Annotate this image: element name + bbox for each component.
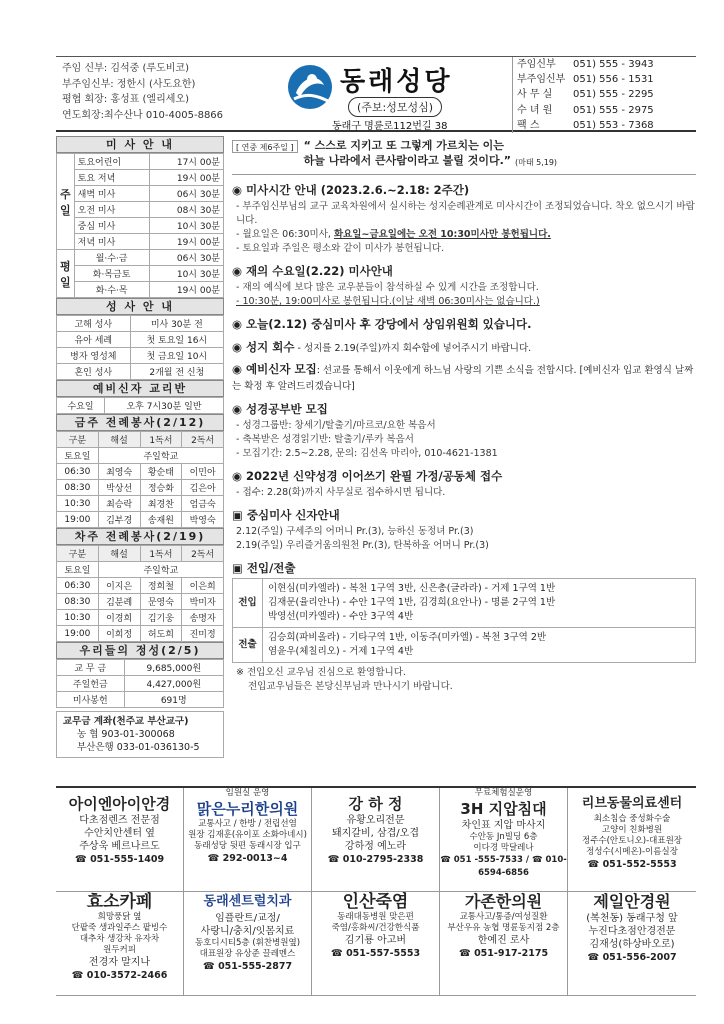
offering-value: 9,685,000원: [124, 660, 223, 676]
notice-title: ◉ 성경공부반 모집: [232, 402, 328, 416]
ad-phone: ☎ 010-3572-2466: [71, 970, 168, 981]
duty-cell: 박영숙: [182, 512, 224, 528]
duty-cell: 08:30: [57, 594, 99, 610]
ad-line: 차인표 지압 마사지: [461, 820, 546, 831]
account-box: [56, 711, 224, 758]
ad-name: 동래센트럴치과: [203, 894, 292, 909]
table-row: [57, 464, 224, 480]
notice-line: [232, 362, 696, 394]
ad-line: 임플란트/교정/: [215, 913, 280, 924]
contact-row: [517, 57, 696, 72]
ad-phone: ☎ 051-557-5553: [330, 948, 421, 959]
ad-phone: ☎ 292-0013~4: [207, 853, 288, 864]
ad-line: 희망풍닭 옆: [97, 912, 142, 922]
offering-key: 미사봉헌: [57, 692, 125, 708]
ad-name: 인산죽염: [342, 892, 409, 912]
mass-time: 10시 30분: [149, 218, 223, 234]
ad-line: 돼지갈비, 삼겹/오겹: [331, 828, 419, 839]
bulletin-header: [56, 56, 696, 132]
ad-name: 맑은누리한의원: [196, 800, 299, 818]
table-row: [57, 348, 224, 364]
table-row: [57, 170, 224, 186]
mass-time: 06시 30분: [149, 250, 223, 266]
mass-name: 화·목금토: [74, 266, 149, 282]
ad-line: 부산우유 농협 명륜동지점 2층: [447, 923, 560, 933]
ad-line: 수안동 Jn빌딩 6층: [469, 832, 538, 842]
duty-cell: 이희정: [98, 626, 140, 642]
duty-cell: 문영숙: [140, 594, 182, 610]
ad-line: 사랑니/충치/잇몸치료: [200, 926, 295, 937]
clergy-line: 연도회장:최수산나 010-4005-8866: [62, 109, 224, 121]
ad-line: 동호디시티5층 (휘찬병원옆): [194, 938, 301, 948]
mass-time: 19시 00분: [149, 234, 223, 250]
ad-card: [184, 892, 312, 996]
table-row: [57, 234, 224, 250]
notice-text: - 성지를 2.19(주일)까지 회수함에 넣어주시기 바랍니다.: [294, 343, 532, 354]
table-row: [57, 316, 224, 332]
notice-ash-wednesday: [232, 263, 696, 309]
ad-phone: ☎ 051-556-2007: [587, 952, 677, 963]
ad-name: 리브동물의료센터: [581, 796, 683, 811]
catechism-table: [56, 397, 224, 414]
table-row: [57, 250, 224, 266]
notice-bible-writing: [232, 468, 696, 500]
mass-time: 17시 00분: [149, 154, 223, 170]
mass-time: 19시 00분: [149, 282, 223, 298]
table-row: [57, 218, 224, 234]
column-header: 구분: [57, 546, 99, 562]
column-header: 구분: [57, 432, 99, 448]
contact-row: [517, 103, 696, 118]
table-row: [57, 480, 224, 496]
notice-title: ◉ 예비신자 모집: [232, 362, 317, 376]
notice-title: ◉ 미사시간 안내 (2023.2.6.~2.18: 2주간): [232, 183, 470, 197]
duty-cell: 06:30: [57, 578, 99, 594]
table-row: [57, 154, 224, 170]
catechism-title: 예비신자 교리반: [56, 380, 224, 397]
notice-line: [232, 295, 696, 309]
ad-line: 정성수(시메온)-이름실장: [586, 847, 678, 857]
ad-card: [56, 892, 184, 996]
table-row: [57, 610, 224, 626]
ad-line: 김재성(하상바오로): [589, 939, 675, 950]
ad-line: 전경자 말지나: [88, 957, 151, 968]
table-row: [57, 578, 224, 594]
mass-time: 08시 30분: [149, 202, 223, 218]
ad-card: [440, 788, 568, 892]
quote-line: 하늘 나라에서 큰사람이라고 불릴 것이다.”: [303, 154, 511, 167]
transfer-line: 이현심(미카엘라) - 복천 1구역 3반, 신은총(글라라) - 거제 1구역 1반: [268, 583, 556, 594]
ad-line: 원두커피: [103, 945, 136, 955]
ad-line: 유황오리전문: [346, 815, 405, 826]
duty-cell: 황순태: [140, 464, 182, 480]
ad-line: 김기룡 아고버: [344, 935, 407, 946]
mass-name: 새벽 미사: [74, 186, 149, 202]
offering-title: 우리들의 정성(2/5): [56, 642, 224, 659]
column-header: 2독서: [182, 432, 224, 448]
notice-committee: [232, 316, 696, 332]
notice-line: 2.12(주일) 구세주의 어머니 Pr.(3), 능하신 동정녀 Pr.(3): [236, 526, 474, 537]
table-row: [233, 628, 696, 663]
ad-line: 강하정 예노라: [344, 841, 407, 852]
duty-cell: 10:30: [57, 496, 99, 512]
clergy-line: 부주임신부: 정한시 (사도요한): [62, 78, 196, 90]
transfer-table: [232, 578, 696, 663]
table-row: [57, 496, 224, 512]
duty-cell: 최영숙: [98, 464, 140, 480]
mass-title: 미 사 안 내: [56, 136, 224, 153]
account-title: 교무금 계좌(천주교 부산교구): [63, 716, 189, 727]
ad-phone: ☎ 051-555-2877: [202, 961, 293, 972]
notice-line: - 성경그룹반: 창세기/탈출기/마르코/요한 복음서: [236, 420, 436, 431]
notice-line: - 토요일과 주일은 평소와 같이 미사가 봉헌됩니다.: [236, 243, 445, 254]
mass-table: [56, 153, 224, 298]
notice-text: : 선교를 통해서 이웃에게 하느님 사랑의 기쁜 소식을 전합시다. [예비신자 입교 환영식 날짜는 확정 후 알려드리겠습니다]: [232, 365, 694, 392]
table-row: [57, 266, 224, 282]
table-row: [57, 448, 224, 464]
account-line: 부산은행 033-01-036130-5: [77, 742, 200, 753]
sacrament-time: 첫 토요일 16시: [130, 332, 223, 348]
table-row: [57, 332, 224, 348]
ad-phone: ☎ 051 -555-7533 / ☎ 010-6594-6856: [440, 855, 567, 878]
ad-line: 정주수(안토니오)-대표원장: [581, 836, 683, 846]
ads-section: [56, 786, 696, 996]
ad-line: 누진다초점안경전문: [588, 926, 676, 937]
account-line: 농 협 903-01-300068: [77, 729, 175, 740]
duty-cell: 송재원: [140, 512, 182, 528]
mass-name: 중심 미사: [74, 218, 149, 234]
ad-card: [56, 788, 184, 892]
duty-cell: 이지은: [98, 578, 140, 594]
mass-time: 19시 00분: [149, 170, 223, 186]
table-row: [57, 692, 224, 708]
contact-key: 수 녀 원: [517, 104, 553, 116]
duty2-table: [56, 545, 224, 642]
ad-phone: ☎ 010-2795-2338: [327, 854, 424, 865]
duty-cell: 김기웅: [140, 610, 182, 626]
duty-cell: 이민아: [182, 464, 224, 480]
ad-line: 교통사고/통증/여성질환: [459, 912, 548, 922]
transfer-out-list: [263, 628, 696, 663]
bulletin-page: [56, 56, 696, 996]
sunday-label: 주 일: [57, 154, 75, 250]
notice-transfer: [232, 560, 696, 694]
duty-cell: 박상선: [98, 480, 140, 496]
quote-reference: (마태 5,19): [514, 158, 558, 167]
duty-cell: 토요일: [57, 562, 99, 578]
notice-line: - 재의 예식에 보다 많은 교우분들이 참석하실 수 있게 시간을 조정합니다.: [236, 282, 539, 293]
ad-line: 죽염/홍화씨/건강한식품: [331, 923, 420, 933]
mass-name: 월·수·금: [74, 250, 149, 266]
ad-card: [184, 788, 312, 892]
duty1-title: 금주 전례봉사(2/12): [56, 414, 224, 431]
ad-name: 강 하 정: [348, 795, 403, 813]
offering-key: 교 무 금: [57, 660, 125, 676]
clergy-info: [62, 61, 223, 123]
parish-address: 동래구 명륜로112번길 38: [332, 121, 448, 132]
ad-name: 제일안경원: [593, 892, 671, 911]
duty-cell: 정희철: [140, 578, 182, 594]
notice-title: ◉ 재의 수요일(2.22) 미사안내: [232, 264, 393, 278]
sacrament-time: 미사 30분 전: [130, 316, 223, 332]
table-row: [57, 398, 224, 414]
notice-highlight: - 10:30분, 19:00미사로 봉헌됩니다.: [236, 296, 392, 307]
transfer-line: 염윤우(체칠리오) - 거제 1구역 4반: [268, 646, 414, 657]
notice-line: 2.19(주일) 우리즐거움의원천 Pr.(3), 탄복하올 어머니 Pr.(3): [236, 540, 489, 551]
parish-subtitle: (주보:성모성심): [348, 97, 442, 117]
liturgy-tag: [ 연중 제6주일 ]: [232, 140, 298, 153]
notice-mass-time: [232, 182, 696, 256]
ad-card: [440, 892, 568, 996]
ad-name: 가존한의원: [464, 892, 543, 911]
mass-name: 저녁 미사: [74, 234, 149, 250]
notice-highlight: (이날 새벽 06:30미사는 없습니다.): [391, 296, 540, 307]
ad-line: 단팥죽 생과일주스 팥빙수: [71, 923, 168, 933]
transfer-in-list: [263, 579, 696, 628]
duty-cell: 이경희: [98, 610, 140, 626]
notice-line: [232, 228, 696, 242]
contact-value: 051) 555 - 3943: [573, 59, 654, 70]
contact-value: 051) 556 - 1531: [573, 74, 654, 86]
contact-row: [517, 87, 696, 102]
notice-catechumen: [232, 362, 696, 394]
notice-bible-study: [232, 401, 696, 461]
duty-cell: 주일학교: [98, 562, 223, 578]
transfer-line: 김승희(파비올라) - 기타구역 1반, 이동주(미카엘) - 복천 3구역 2반: [268, 632, 547, 643]
contact-value: 051) 553 - 7368: [573, 119, 654, 131]
sacrament-time: 첫 금요일 10시: [130, 348, 223, 364]
duty-cell: 최경찬: [140, 496, 182, 512]
table-row: [57, 594, 224, 610]
notice-line: - 모집기간: 2.5~2.28, 문의: 김선옥 마리아, 010-4621-1381: [236, 448, 498, 459]
ad-phone: ☎ 051-552-5553: [587, 859, 677, 870]
column-header: 1독서: [140, 432, 182, 448]
sacrament-title: 성 사 안 내: [56, 298, 224, 315]
catechism-day: 수요일: [57, 398, 105, 414]
duty-cell: 송명자: [182, 610, 224, 626]
notice-line: - 부주임신부님의 교구 교육차원에서 실시하는 성지순례관계로 미사시간이 조정되었습니다. 착오 없으시기 바랍니다.: [236, 201, 695, 226]
transfer-footnote: 전입교우님들은 본당신부님과 만나시기 바랍니다.: [248, 681, 453, 692]
table-row: [57, 186, 224, 202]
duty-cell: 10:30: [57, 610, 99, 626]
ad-name: 효소카페: [86, 892, 153, 912]
notice-title: ▣ 중심미사 신자안내: [232, 508, 340, 522]
ad-card: [312, 892, 440, 996]
duty-cell: 06:30: [57, 464, 99, 480]
table-row: [57, 562, 224, 578]
sacrament-name: 유아 세례: [57, 332, 131, 348]
notice-palm-return: [232, 339, 696, 355]
ad-line: 대추차 생강차 유자차: [79, 934, 160, 944]
table-row: [57, 676, 224, 692]
duty-cell: 진미정: [182, 626, 224, 642]
ad-line: 수안치안센터 옆: [84, 828, 155, 839]
notice-title: ◉ 성지 회수: [232, 340, 295, 354]
notice-line: - 접수: 2.28(화)까지 사무실로 접수하시면 됩니다.: [236, 487, 446, 498]
duty-cell: 정승화: [140, 480, 182, 496]
table-row: [57, 282, 224, 298]
quote-line: “ 스스로 지키고 또 그렇게 가르치는 이는: [303, 139, 504, 152]
notice-highlight: 화요일~금요일에는 오전 10:30미사만 봉헌됩니다.: [333, 229, 551, 240]
sacrament-name: 혼인 성사: [57, 364, 131, 380]
contact-key: 부주임신부: [517, 74, 566, 86]
transfer-in-label: 전입: [233, 579, 263, 628]
catechism-time: 오후 7시30분 일반: [104, 398, 223, 414]
left-column: [56, 136, 224, 758]
table-row: [57, 626, 224, 642]
duty-cell: 김부경: [98, 512, 140, 528]
mass-name: 화·수·목: [74, 282, 149, 298]
table-row: [57, 660, 224, 676]
ad-phone: ☎ 051-555-1409: [74, 854, 165, 865]
column-header: 2독서: [182, 546, 224, 562]
right-column: [232, 136, 696, 694]
notice-title: ◉ 오늘(2.12) 중심미사 후 강당에서 상임위원회 있습니다.: [232, 317, 532, 331]
transfer-out-label: 전출: [233, 628, 263, 663]
offering-value: 4,427,000원: [124, 676, 223, 692]
clergy-line: 주임 신부: 김석중 (루도비코): [62, 63, 189, 74]
weekday-label: 평 일: [57, 250, 75, 298]
notice-title: ◉ 2022년 신약성경 이어쓰기 완필 가정/공동체 접수: [232, 469, 503, 483]
parish-logo-icon: [286, 63, 334, 111]
column-header: 1독서: [140, 546, 182, 562]
ad-name: 3H 지압침대: [460, 800, 547, 818]
duty-cell: 김분례: [98, 594, 140, 610]
ad-top: 무료체험실운영: [474, 788, 533, 798]
contact-value: 051) 555 - 2295: [573, 89, 654, 101]
duty-cell: 이은희: [182, 578, 224, 594]
ad-card: [568, 788, 696, 892]
contact-list: [512, 57, 696, 133]
table-row: [57, 512, 224, 528]
clergy-line: 평협 회장: 홍성표 (엘리세오): [62, 94, 189, 105]
mass-time: 06시 30분: [149, 186, 223, 202]
ad-line: 이다경 막달레나: [473, 843, 534, 853]
duty1-table: [56, 431, 224, 528]
contact-value: 051) 555 - 2975: [573, 104, 654, 116]
sacrament-name: 고해 성사: [57, 316, 131, 332]
ad-name: 아이엔아이안경: [68, 795, 171, 813]
column-header: 해설: [98, 546, 140, 562]
gospel-quote: [232, 136, 696, 175]
mass-name: 토요어린이: [74, 154, 149, 170]
mass-time: 10시 30분: [149, 266, 223, 282]
mass-name: 토요 저녁: [74, 170, 149, 186]
sacrament-table: [56, 315, 224, 380]
ad-line: 동래대동병원 맞은편: [337, 912, 414, 922]
duty-cell: 허도희: [140, 626, 182, 642]
transfer-line: 박영선(미카엘라) - 수안 3구역 4반: [268, 611, 414, 622]
duty-cell: 19:00: [57, 626, 99, 642]
table-header: [57, 546, 224, 562]
ad-card: [312, 788, 440, 892]
transfer-footnote: ※ 전입오신 교우님 진심으로 환영합니다.: [236, 667, 406, 678]
ad-line: 원장 김재훈(유이포 소화아네시): [188, 830, 307, 840]
duty-cell: 최승락: [98, 496, 140, 512]
table-row: [57, 202, 224, 218]
transfer-line: 김재문(율리안나) - 수안 1구역 1반, 김경희(요안나) - 명륜 2구역 1반: [268, 597, 556, 608]
notice-mass-guide: [232, 507, 696, 553]
duty-cell: 김은아: [182, 480, 224, 496]
notice-text: - 월요일은 06:30미사,: [236, 229, 334, 240]
quote-text: [304, 138, 511, 168]
contact-row: [517, 118, 696, 133]
ad-line: 다초점렌즈 전문점: [79, 815, 160, 826]
ad-line: 한예진 로사: [477, 935, 530, 946]
ad-line: 주상욱 베르나르도: [79, 841, 160, 852]
ad-line: 대표원장 유상준 끌레멘스: [199, 949, 296, 959]
contact-key: 팩 스: [517, 119, 540, 131]
ad-card: [568, 892, 696, 996]
sacrament-time: 2개월 전 신청: [130, 364, 223, 380]
sacrament-name: 병자 영성체: [57, 348, 131, 364]
ad-line: 고양이 친화병원: [601, 825, 663, 835]
parish-title: 동래성당: [340, 67, 453, 97]
notice-line: [232, 339, 696, 355]
duty-cell: 19:00: [57, 512, 99, 528]
table-row: [233, 579, 696, 628]
ad-top: 임원실 운영: [225, 788, 270, 798]
offering-key: 주일헌금: [57, 676, 125, 692]
duty-cell: 토요일: [57, 448, 99, 464]
duty-cell: 08:30: [57, 480, 99, 496]
column-header: 해설: [98, 432, 140, 448]
table-header: [57, 432, 224, 448]
offering-table: [56, 659, 224, 708]
ad-line: 동래성당 뒷편 동래시장 입구: [194, 841, 301, 851]
duty-cell: 엄금숙: [182, 496, 224, 512]
ad-line: 최소침습 중성화수술: [593, 814, 671, 824]
contact-key: 사 무 실: [517, 89, 553, 101]
ad-line: (복천동) 동래구청 앞: [586, 913, 678, 924]
notice-line: - 축복받은 성경읽기반: 탈출기/루카 복음서: [236, 434, 414, 445]
duty-cell: 박미자: [182, 594, 224, 610]
offering-value: 691명: [124, 692, 223, 708]
ad-line: 교통사고 / 한방 / 전립선염: [198, 819, 297, 829]
table-row: [57, 364, 224, 380]
duty2-title: 차주 전례봉사(2/19): [56, 528, 224, 545]
mass-name: 오전 미사: [74, 202, 149, 218]
ad-phone: ☎ 051-917-2175: [458, 948, 549, 959]
duty-cell: 주일학교: [98, 448, 223, 464]
contact-key: 주임신부: [517, 59, 556, 70]
contact-row: [517, 72, 696, 87]
notice-title: ▣ 전입/전출: [232, 561, 296, 575]
